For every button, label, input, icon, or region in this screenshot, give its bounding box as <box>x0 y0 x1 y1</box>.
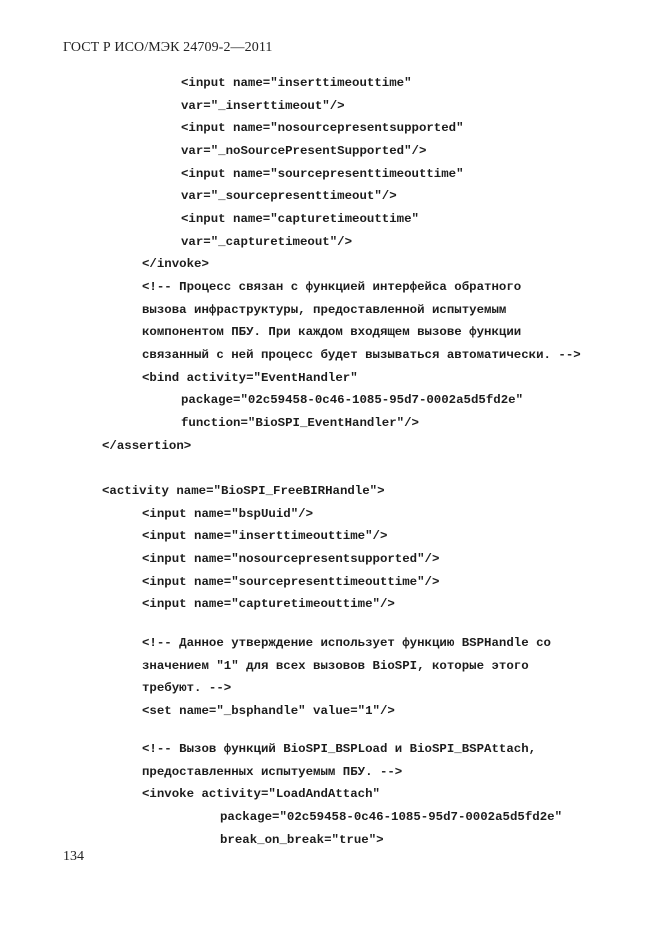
code-line: function="BioSPI_EventHandler"/> <box>181 416 419 430</box>
code-line: </assertion> <box>102 439 192 453</box>
code-line: <!-- Процесс связан с функцией интерфейса обратного <box>142 280 522 294</box>
code-line: требуют. --> <box>142 681 232 695</box>
code-line: предоставленных испытуемым ПБУ. --> <box>142 765 403 779</box>
code-line: <input name="bspUuid"/> <box>142 507 314 521</box>
code-line: <input name="nosourcepresentsupported"/> <box>142 552 440 566</box>
code-line: <!-- Данное утверждение использует функцию BSPHandle со <box>142 636 551 650</box>
code-line: вызова инфраструктуры, предоставленной испытуемым <box>142 303 507 317</box>
code-line: <input name="sourcepresenttimeouttime" <box>181 167 464 181</box>
document-header: ГОСТ Р ИСО/МЭК 24709-2—2011 <box>63 40 273 55</box>
code-line: <input name="inserttimeouttime"/> <box>142 529 388 543</box>
code-line: <bind activity="EventHandler" <box>142 371 358 385</box>
code-line: var="_sourcepresenttimeout"/> <box>181 189 397 203</box>
code-line: var="_capturetimeout"/> <box>181 235 353 249</box>
code-line: <input name="capturetimeouttime"/> <box>142 597 395 611</box>
code-line: <input name="capturetimeouttime" <box>181 212 419 226</box>
code-line: var="_inserttimeout"/> <box>181 99 345 113</box>
page-number: 134 <box>63 849 84 864</box>
code-line: <invoke activity="LoadAndAttach" <box>142 787 380 801</box>
code-line: <input name="inserttimeouttime" <box>181 76 412 90</box>
code-line: связанный с ней процесс будет вызываться автоматически. --> <box>142 348 581 362</box>
code-line: компонентом ПБУ. При каждом входящем вызове функции <box>142 325 522 339</box>
code-line: <activity name="BioSPI_FreeBIRHandle"> <box>102 484 385 498</box>
code-line: <input name="sourcepresenttimeouttime"/> <box>142 575 440 589</box>
code-line: значением "1" для всех вызовов BioSPI, которые этого <box>142 659 529 673</box>
code-line: </invoke> <box>142 257 209 271</box>
code-line: var="_noSourcePresentSupported"/> <box>181 144 427 158</box>
code-line: break_on_break="true"> <box>220 833 384 847</box>
code-line: <input name="nosourcepresentsupported" <box>181 121 464 135</box>
code-line: package="02c59458-0c46-1085-95d7-0002a5d5fd2e" <box>181 393 524 407</box>
code-line: <!-- Вызов функций BioSPI_BSPLoad и BioSPI_BSPAttach, <box>142 742 537 756</box>
code-line: <set name="_bsphandle" value="1"/> <box>142 704 395 718</box>
code-line: package="02c59458-0c46-1085-95d7-0002a5d5fd2e" <box>220 810 563 824</box>
